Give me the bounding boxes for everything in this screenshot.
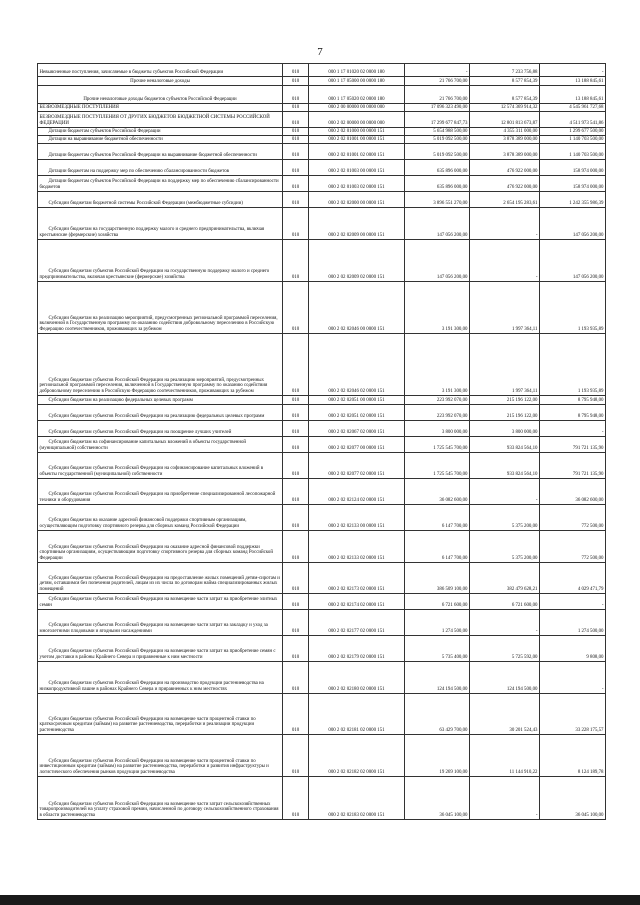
row-executed-cell: 1 997 364,11 <box>470 282 540 334</box>
row-unexecuted-cell: - <box>540 64 606 77</box>
page-number: 7 <box>317 46 323 58</box>
row-line-code-cell: 010 <box>283 505 309 531</box>
row-unexecuted-cell: 1 140 703 500,00 <box>540 136 606 144</box>
row-name-cell: Субсидии бюджетам субъектов Российской Федерации на возмещение части затрат на приобретение элитных семян <box>38 594 283 610</box>
row-line-code-cell: 010 <box>283 777 309 820</box>
row-name-cell: Прочие неналоговые доходы <box>38 77 283 86</box>
table-row <box>38 192 606 208</box>
row-unexecuted-cell: 158 974 000,00 <box>540 160 606 176</box>
row-unexecuted-cell: 36 082 600,00 <box>540 479 606 505</box>
table-row <box>38 86 606 104</box>
row-approved-cell: 6 147 700,00 <box>405 531 470 563</box>
row-executed-cell: 5 725 592,00 <box>470 636 540 662</box>
row-executed-cell: 124 194 500,00 <box>470 662 540 694</box>
row-executed-cell: - <box>470 240 540 282</box>
row-unexecuted-cell: 1 193 935,89 <box>540 282 606 334</box>
row-approved-cell: 1 274 500,00 <box>405 610 470 636</box>
row-executed-cell: 933 824 564,10 <box>470 437 540 453</box>
row-line-code-cell: 010 <box>283 64 309 77</box>
row-executed-cell: 3 800 000,00 <box>470 421 540 437</box>
row-budget-code-cell: 000 2 02 02046 00 0000 151 <box>309 282 405 334</box>
row-budget-code-cell: 000 2 02 02051 02 0000 151 <box>309 405 405 421</box>
row-approved-cell: 19 269 100,00 <box>405 735 470 777</box>
row-name-cell: Дотации на выравнивание бюджетной обеспеченности <box>38 136 283 144</box>
row-line-code-cell: 010 <box>283 334 309 396</box>
row-unexecuted-cell: 8 124 189,78 <box>540 735 606 777</box>
row-unexecuted-cell: 147 056 200,00 <box>540 208 606 240</box>
row-executed-cell: 8 577 854,39 <box>470 77 540 86</box>
row-unexecuted-cell: 13 188 845,61 <box>540 86 606 104</box>
table-row <box>38 405 606 421</box>
row-line-code-cell: 010 <box>283 128 309 136</box>
table-row <box>38 77 606 86</box>
row-budget-code-cell: 000 2 02 02051 00 0000 151 <box>309 396 405 405</box>
row-unexecuted-cell: 772 500,00 <box>540 531 606 563</box>
row-name-cell: Субсидии бюджетам субъектов Российской Федерации на возмещение части процентной ставки по инвестиционным кредитам (займам) на развитие растениеводства, переработки и развития инфраструктуры и логистического обеспечения рынков продукции растениеводства <box>38 735 283 777</box>
row-line-code-cell: 010 <box>283 437 309 453</box>
row-approved-cell: 3 800 000,00 <box>405 421 470 437</box>
table-row <box>38 777 606 820</box>
row-unexecuted-cell: 1 274 500,00 <box>540 610 606 636</box>
row-budget-code-cell: 000 2 02 02179 02 0000 151 <box>309 636 405 662</box>
row-name-cell: Субсидии бюджетам субъектов Российской Федерации на производство продукции растениеводства на низкопродуктивной пашне в районах Крайнего Севера и приравненных к ним местностях <box>38 662 283 694</box>
row-unexecuted-cell: - <box>540 594 606 610</box>
row-approved-cell: 5 735 400,00 <box>405 636 470 662</box>
row-executed-cell: - <box>470 777 540 820</box>
row-executed-cell: 11 144 910,22 <box>470 735 540 777</box>
row-executed-cell: 8 577 854,39 <box>470 86 540 104</box>
row-budget-code-cell: 000 1 17 05000 00 0000 180 <box>309 77 405 86</box>
row-name-cell: Субсидии бюджетам на государственную поддержку малого и среднего предпринимательства, включая крестьянские (фермерские) хозяйства <box>38 208 283 240</box>
row-unexecuted-cell: 1 140 703 500,00 <box>540 144 606 160</box>
row-unexecuted-cell: 1 299 677 500,00 <box>540 128 606 136</box>
row-line-code-cell: 010 <box>283 396 309 405</box>
row-line-code-cell: 010 <box>283 136 309 144</box>
row-executed-cell: - <box>470 610 540 636</box>
row-approved-cell: 17 299 677 847,73 <box>405 112 470 128</box>
row-budget-code-cell: 000 2 02 02177 02 0000 151 <box>309 610 405 636</box>
row-name-cell: Дотации бюджетам на поддержку мер по обеспечению сбалансированности бюджетов <box>38 160 283 176</box>
row-budget-code-cell: 000 2 02 02133 00 0000 151 <box>309 505 405 531</box>
row-name-cell: Субсидии бюджетам субъектов Российской Федерации на государственную поддержку малого и среднего предпринимательства, включая крестьянские (фермерские) хозяйства <box>38 240 283 282</box>
row-approved-cell: 635 896 000,00 <box>405 160 470 176</box>
row-line-code-cell: 010 <box>283 694 309 735</box>
row-budget-code-cell: 000 2 02 01001 02 0000 151 <box>309 144 405 160</box>
row-name-cell: Субсидии бюджетам субъектов Российской Федерации на оказание адресной финансовой поддержки спортивным организациям, осуществляющим подготовку спортивного резерва для сборных команд Российской Федерации <box>38 531 283 563</box>
row-unexecuted-cell: - <box>540 421 606 437</box>
table-row <box>38 437 606 453</box>
row-budget-code-cell: 000 2 02 02000 00 0000 151 <box>309 192 405 208</box>
table-row <box>38 112 606 128</box>
row-line-code-cell: 010 <box>283 531 309 563</box>
row-executed-cell: 933 824 564,10 <box>470 453 540 479</box>
table-row <box>38 144 606 160</box>
row-budget-code-cell: 000 2 00 00000 00 0000 000 <box>309 104 405 112</box>
row-unexecuted-cell: 158 974 000,00 <box>540 176 606 192</box>
row-approved-cell: 21 766 700,00 <box>405 77 470 86</box>
row-approved-cell: 3 191 300,00 <box>405 334 470 396</box>
row-unexecuted-cell: 791 721 135,90 <box>540 437 606 453</box>
table-row <box>38 104 606 112</box>
row-name-cell: Субсидии бюджетам субъектов Российской Федерации на возмещение части процентной ставки по краткосрочным кредитам (займам) на развитие растениеводства, переработки и реализации продукции растениеводства <box>38 694 283 735</box>
row-executed-cell: 382 479 628,21 <box>470 563 540 594</box>
table-row <box>38 479 606 505</box>
row-unexecuted-cell: 13 188 845,61 <box>540 77 606 86</box>
row-unexecuted-cell: 4 029 471,79 <box>540 563 606 594</box>
row-approved-cell: 3 896 551 270,00 <box>405 192 470 208</box>
row-unexecuted-cell: 36 045 100,00 <box>540 777 606 820</box>
table-row <box>38 662 606 694</box>
row-line-code-cell: 010 <box>283 208 309 240</box>
row-name-cell: Субсидии бюджетам субъектов Российской Федерации на приобретение специализированной лесопожарной техники и оборудования <box>38 479 283 505</box>
row-name-cell: Дотации бюджетам субъектов Российской Федерации <box>38 128 283 136</box>
row-budget-code-cell: 000 2 02 02077 00 0000 151 <box>309 437 405 453</box>
row-line-code-cell: 010 <box>283 636 309 662</box>
table-row <box>38 735 606 777</box>
row-line-code-cell: 010 <box>283 479 309 505</box>
table-row <box>38 176 606 192</box>
row-executed-cell: 7 233 756,88 <box>470 64 540 77</box>
row-approved-cell: 5 019 092 500,00 <box>405 144 470 160</box>
row-approved-cell: 223 992 070,00 <box>405 405 470 421</box>
row-approved-cell: 5 654 988 500,00 <box>405 128 470 136</box>
row-approved-cell: 1 725 545 700,00 <box>405 437 470 453</box>
row-executed-cell: 12 801 813 673,87 <box>470 112 540 128</box>
row-unexecuted-cell: 4 545 961 727,68 <box>540 104 606 112</box>
row-approved-cell: 635 896 000,00 <box>405 176 470 192</box>
row-budget-code-cell: 000 2 02 02183 02 0000 151 <box>309 777 405 820</box>
row-name-cell: Субсидии бюджетам субъектов Российской Федерации на предоставление жилых помещений детям-сиротам и детям, оставшимся без попечения родителей, лицам из их числа по договорам найма специализированных жилых помещений <box>38 563 283 594</box>
row-budget-code-cell: 000 2 02 02077 02 0000 151 <box>309 453 405 479</box>
row-name-cell: Субсидии бюджетам на софинансирование капитальных вложений в объекты государственной (муниципальной) собственности <box>38 437 283 453</box>
row-line-code-cell: 010 <box>283 563 309 594</box>
row-line-code-cell: 010 <box>283 176 309 192</box>
row-executed-cell: 4 355 311 000,00 <box>470 128 540 136</box>
table-row <box>38 531 606 563</box>
row-unexecuted-cell: 9 808,00 <box>540 636 606 662</box>
row-approved-cell: 36 045 100,00 <box>405 777 470 820</box>
row-name-cell: Субсидии бюджетам субъектов Российской Федерации на возмещение части затрат сельскохозяйственных товаропроизводителей на уплату страховой премии, начисленной по договору сельскохозяйственного страхования в области растениеводства <box>38 777 283 820</box>
row-line-code-cell: 010 <box>283 594 309 610</box>
table-row <box>38 136 606 144</box>
row-executed-cell: 476 922 000,00 <box>470 160 540 176</box>
row-name-cell: БЕЗВОЗМЕЗДНЫЕ ПОСТУПЛЕНИЯ <box>38 104 283 112</box>
row-approved-cell: 17 096 323 490,00 <box>405 104 470 112</box>
table-row <box>38 563 606 594</box>
row-approved-cell: 36 082 600,00 <box>405 479 470 505</box>
row-approved-cell: 223 992 070,00 <box>405 396 470 405</box>
table-row <box>38 453 606 479</box>
table-row <box>38 505 606 531</box>
row-unexecuted-cell: 1 193 935,89 <box>540 334 606 396</box>
row-executed-cell: 3 878 389 000,00 <box>470 136 540 144</box>
row-line-code-cell: 010 <box>283 735 309 777</box>
row-unexecuted-cell: - <box>540 662 606 694</box>
row-budget-code-cell: 000 2 02 00000 00 0000 000 <box>309 112 405 128</box>
row-name-cell: Субсидии бюджетам субъектов Российской Федерации на поощрение лучших учителей <box>38 421 283 437</box>
row-name-cell: Субсидии бюджетам субъектов Российской Федерации на реализацию федеральных целевых программ <box>38 405 283 421</box>
row-executed-cell: 5 375 200,00 <box>470 505 540 531</box>
row-approved-cell: 6 147 700,00 <box>405 505 470 531</box>
row-approved-cell: 21 766 700,00 <box>405 86 470 104</box>
row-budget-code-cell: 000 2 02 01000 00 0000 151 <box>309 128 405 136</box>
row-unexecuted-cell: 4 511 973 541,86 <box>540 112 606 128</box>
row-executed-cell: 5 375 200,00 <box>470 531 540 563</box>
row-budget-code-cell: 000 2 02 02174 02 0000 151 <box>309 594 405 610</box>
table-row <box>38 64 606 77</box>
row-executed-cell: 1 997 364,11 <box>470 334 540 396</box>
row-name-cell: Дотации бюджетам субъектов Российской Федерации на выравнивание бюджетной обеспеченности <box>38 144 283 160</box>
row-approved-cell: 147 056 200,00 <box>405 240 470 282</box>
row-line-code-cell: 010 <box>283 112 309 128</box>
row-approved-cell: 124 194 500,00 <box>405 662 470 694</box>
table-row <box>38 282 606 334</box>
row-unexecuted-cell: 8 795 948,00 <box>540 396 606 405</box>
row-budget-code-cell: 000 2 02 01003 00 0000 151 <box>309 160 405 176</box>
row-approved-cell: 3 191 300,00 <box>405 282 470 334</box>
row-name-cell: Субсидии бюджетам на реализацию мероприятий, предусмотренных региональной программой переселения, включенной в Государственную программу по оказанию содействия добровольному переселению в Российскую Федерацию соотечественников, проживающих за рубежом <box>38 282 283 334</box>
row-name-cell: Субсидии бюджетам субъектов Российской Федерации на возмещение части затрат на приобретение семян с учетом доставки в районы Крайнего Севера и приравненные к ним местности <box>38 636 283 662</box>
row-line-code-cell: 010 <box>283 144 309 160</box>
row-executed-cell: 215 196 122,00 <box>470 405 540 421</box>
row-executed-cell: - <box>470 208 540 240</box>
row-unexecuted-cell: 147 056 200,00 <box>540 240 606 282</box>
row-approved-cell: 63 429 700,00 <box>405 694 470 735</box>
table-row <box>38 208 606 240</box>
row-name-cell: Субсидии бюджетам на оказание адресной финансовой поддержки спортивным организациям, осуществляющим подготовку спортивного резерва для сборных команд Российской Федерации <box>38 505 283 531</box>
row-line-code-cell: 010 <box>283 192 309 208</box>
scan-edge <box>0 895 640 905</box>
table-row <box>38 128 606 136</box>
row-approved-cell: - <box>405 64 470 77</box>
row-unexecuted-cell: 1 242 355 986,39 <box>540 192 606 208</box>
row-line-code-cell: 010 <box>283 405 309 421</box>
row-budget-code-cell: 000 2 02 01001 00 0000 151 <box>309 136 405 144</box>
row-budget-code-cell: 000 2 02 02046 02 0000 151 <box>309 334 405 396</box>
row-unexecuted-cell: 791 721 135,90 <box>540 453 606 479</box>
row-line-code-cell: 010 <box>283 421 309 437</box>
row-line-code-cell: 010 <box>283 104 309 112</box>
row-budget-code-cell: 000 2 02 02173 02 0000 151 <box>309 563 405 594</box>
row-approved-cell: 1 725 545 700,00 <box>405 453 470 479</box>
row-executed-cell: 6 721 600,00 <box>470 594 540 610</box>
row-executed-cell: 12 574 369 914,32 <box>470 104 540 112</box>
budget-execution-table <box>37 63 606 820</box>
row-executed-cell: 476 922 000,00 <box>470 176 540 192</box>
row-name-cell: Субсидии бюджетам субъектов Российской Федерации на софинансирование капитальных вложений в объекты государственной (муниципальной) собственности <box>38 453 283 479</box>
row-budget-code-cell: 000 2 02 02009 02 0000 151 <box>309 240 405 282</box>
table-row <box>38 160 606 176</box>
row-name-cell: Субсидии бюджетам субъектов Российской Федерации на реализацию мероприятий, предусмотренных региональной программой переселения, включенной в Государственную программу по оказанию содействия добровольному переселению в Российскую Федерацию соотечественников, проживающих за рубежом <box>38 334 283 396</box>
row-unexecuted-cell: 33 228 175,57 <box>540 694 606 735</box>
row-line-code-cell: 010 <box>283 86 309 104</box>
table-row <box>38 610 606 636</box>
row-budget-code-cell: 000 1 17 05020 02 0000 180 <box>309 86 405 104</box>
row-executed-cell: - <box>470 479 540 505</box>
row-budget-code-cell: 000 2 02 02133 02 0000 151 <box>309 531 405 563</box>
row-approved-cell: 5 019 092 500,00 <box>405 136 470 144</box>
row-executed-cell: 215 196 122,00 <box>470 396 540 405</box>
row-name-cell: Дотации бюджетам субъектов Российской Федерации на поддержку мер по обеспечению сбалансированности бюджетов <box>38 176 283 192</box>
row-line-code-cell: 010 <box>283 453 309 479</box>
row-name-cell: Субсидии бюджетам на реализацию федеральных целевых программ <box>38 396 283 405</box>
row-approved-cell: 386 509 100,00 <box>405 563 470 594</box>
row-budget-code-cell: 000 2 02 02180 02 0000 151 <box>309 662 405 694</box>
row-line-code-cell: 010 <box>283 160 309 176</box>
row-executed-cell: 2 654 195 283,61 <box>470 192 540 208</box>
row-executed-cell: 3 878 389 000,00 <box>470 144 540 160</box>
table-row <box>38 636 606 662</box>
row-line-code-cell: 010 <box>283 240 309 282</box>
row-line-code-cell: 010 <box>283 610 309 636</box>
row-name-cell: Субсидии бюджетам бюджетной системы Российской Федерации (межбюджетные субсидии) <box>38 192 283 208</box>
table-row <box>38 594 606 610</box>
row-name-cell: Прочие неналоговые доходы бюджетов субъектов Российской Федерации <box>38 86 283 104</box>
table-row <box>38 396 606 405</box>
row-line-code-cell: 010 <box>283 77 309 86</box>
row-line-code-cell: 010 <box>283 662 309 694</box>
table-row <box>38 240 606 282</box>
table-row <box>38 334 606 396</box>
table-row <box>38 694 606 735</box>
row-budget-code-cell: 000 2 02 02124 02 0000 151 <box>309 479 405 505</box>
row-line-code-cell: 010 <box>283 282 309 334</box>
row-name-cell: Субсидии бюджетам субъектов Российской Федерации на возмещение части затрат на закладку и уход за многолетними плодовыми и ягодными насаждениями <box>38 610 283 636</box>
row-approved-cell: 147 056 200,00 <box>405 208 470 240</box>
table-row <box>38 421 606 437</box>
row-executed-cell: 30 201 524,43 <box>470 694 540 735</box>
row-budget-code-cell: 000 2 02 02009 00 0000 151 <box>309 208 405 240</box>
row-name-cell: Невыясненные поступления, зачисляемые в бюджеты субъектов Российской Федерации <box>38 64 283 77</box>
row-unexecuted-cell: 772 500,00 <box>540 505 606 531</box>
row-unexecuted-cell: 8 795 948,00 <box>540 405 606 421</box>
row-budget-code-cell: 000 2 02 02182 02 0000 151 <box>309 735 405 777</box>
row-budget-code-cell: 000 2 02 01003 02 0000 151 <box>309 176 405 192</box>
row-budget-code-cell: 000 2 02 02181 02 0000 151 <box>309 694 405 735</box>
row-budget-code-cell: 000 2 02 02067 02 0000 151 <box>309 421 405 437</box>
row-approved-cell: 6 721 600,00 <box>405 594 470 610</box>
row-budget-code-cell: 000 1 17 01020 02 0000 180 <box>309 64 405 77</box>
row-name-cell: БЕЗВОЗМЕЗДНЫЕ ПОСТУПЛЕНИЯ ОТ ДРУГИХ БЮДЖЕТОВ БЮДЖЕТНОЙ СИСТЕМЫ РОССИЙСКОЙ ФЕДЕРАЦИИ <box>38 112 283 128</box>
